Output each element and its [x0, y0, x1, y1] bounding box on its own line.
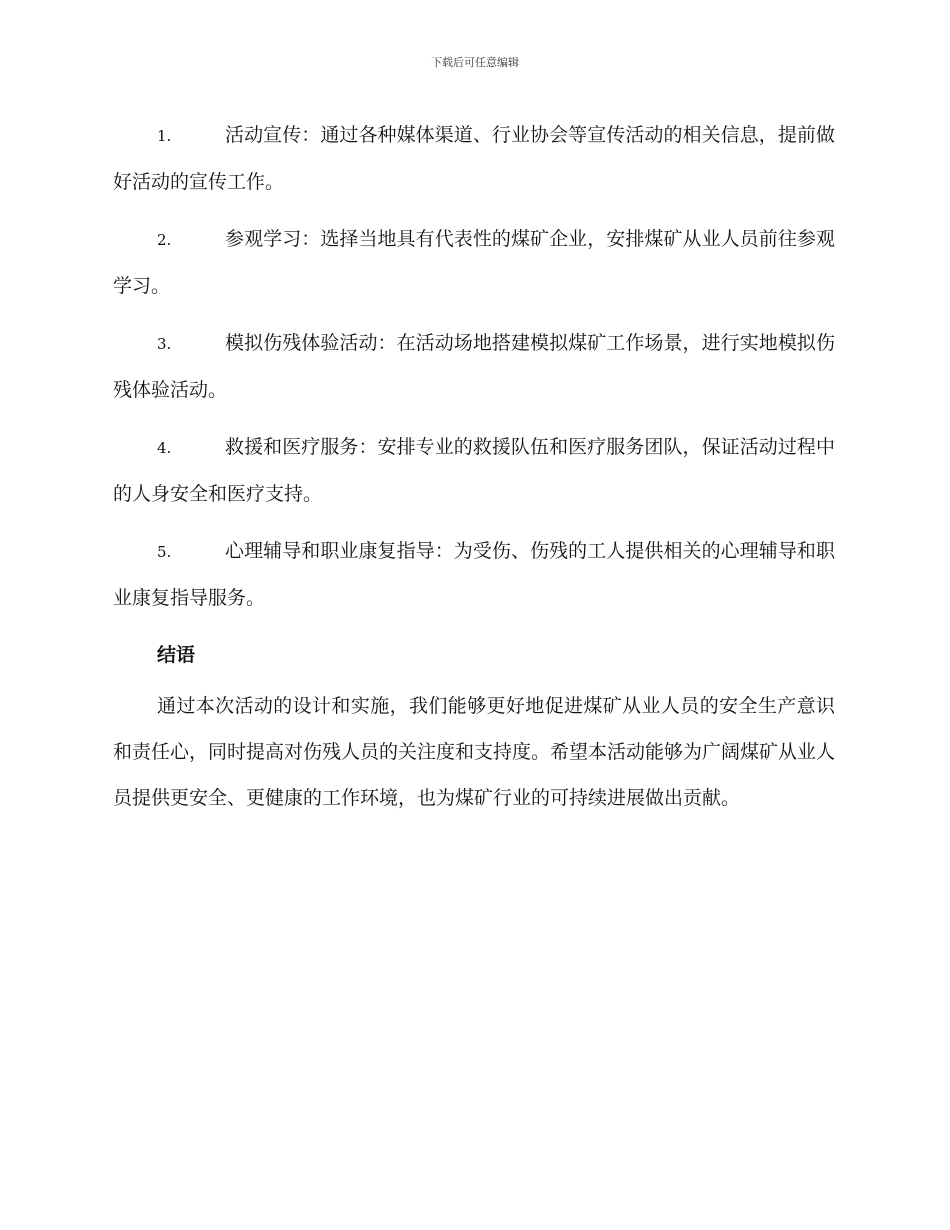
list-text: 参观学习：选择当地具有代表性的煤矿企业，安排煤矿从业人员前往参观学习。	[113, 228, 835, 297]
document-body	[113, 112, 835, 821]
conclusion-paragraph: 通过本次活动的设计和实施，我们能够更好地促进煤矿从业人员的安全生产意识和责任心，同时提高对伤残人员的关注度和支持度。希望本活动能够为广阔煤矿从业人员提供更安全、更健康的工作环境，也为煤矿行业的可持续进展做出贡献。	[113, 695, 836, 809]
list-item	[113, 320, 835, 413]
list-text: 模拟伤残体验活动：在活动场地搭建模拟煤矿工作场景，进行实地模拟伤残体验活动。	[113, 332, 835, 401]
list-item	[113, 424, 835, 517]
list-text: 心理辅导和职业康复指导：为受伤、伤残的工人提供相关的心理辅导和职业康复指导服务。	[113, 540, 835, 609]
list-number: 5.	[157, 543, 172, 561]
list-item	[113, 112, 835, 205]
list-item	[113, 216, 835, 309]
list-item	[113, 528, 835, 621]
list-number: 1.	[157, 127, 172, 145]
conclusion-heading: 结语	[157, 644, 196, 666]
list-number: 4.	[157, 439, 172, 457]
page-header: 下载后可任意编辑	[431, 56, 519, 69]
list-number: 2.	[157, 231, 172, 249]
list-text: 活动宣传：通过各种媒体渠道、行业协会等宣传活动的相关信息，提前做好活动的宣传工作。	[113, 124, 835, 193]
list-number: 3.	[157, 335, 172, 353]
list-text: 救援和医疗服务：安排专业的救援队伍和医疗服务团队，保证活动过程中的人身安全和医疗支持。	[113, 436, 835, 505]
